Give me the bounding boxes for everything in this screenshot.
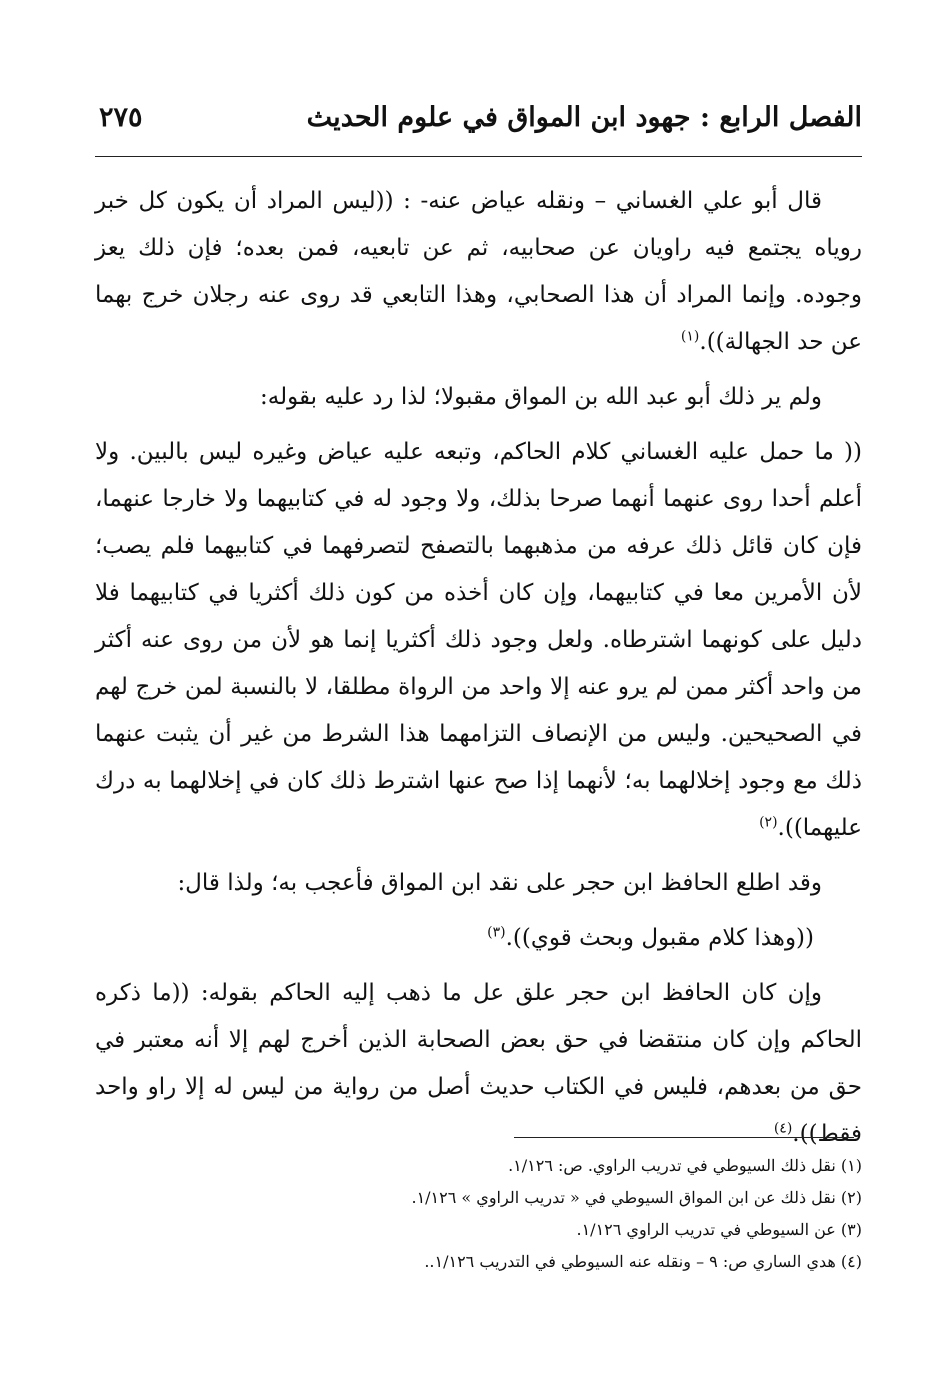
paragraph-ibn-hajar-quote (95, 915, 862, 962)
paragraph-text: وإن كان الحافظ ابن حجر علق عل ما ذهب إليه الحاكم بقوله: ((ما ذكره الحاكم وإن كان منتقضا في حق بعض الصحابة الذين أخرج لهم إلا أنه معتبر في حق من بعدهم، فليس في الكتاب حديث أصل من رواية من ليس له إلا راو واحد فقط)). (95, 980, 862, 1147)
footnote-ref: (٣) (487, 924, 506, 941)
footnote-divider (514, 1137, 854, 1138)
footnote-ref: (٤) (773, 1120, 793, 1137)
footnote-3: (٣) عن السيوطي في تدريب الراوي ١/١٢٦. (576, 1220, 862, 1239)
footnote-ref: (٢) (759, 814, 778, 831)
paragraph-text: وقد اطلع الحافظ ابن حجر على نقد ابن المواق فأعجب به؛ ولذا قال: (177, 870, 822, 896)
footnote-2: (٢) نقل ذلك عن ابن المواق السيوطي في « تدريب الراوي » ١/١٢٦. (411, 1188, 862, 1207)
footnotes (95, 1150, 862, 1278)
footnote-1: (١) نقل ذلك السيوطي في تدريب الراوي. ص: ١/١٢٦. (508, 1156, 862, 1175)
paragraph-ibn-mawwaq-intro (95, 374, 862, 421)
paragraph-text: ولم ير ذلك أبو عبد الله بن المواق مقبولا؛ لذا رد عليه بقوله: (260, 384, 822, 410)
running-title: الفصل الرابع : جهود ابن المواق في علوم الحديث (306, 102, 862, 133)
footnote-4: (٤) هدي الساري ص: ٩ – ونقله عنه السيوطي في التدريب ١/١٢٦.. (424, 1252, 862, 1271)
paragraph-text: (( ما حمل عليه الغساني كلام الحاكم، وتبعه عليه عياض وغيره ليس بالبين. ولا أعلم أحدا روى عنهما أنهما صرحا بذلك، ولا وجود له في كتابيهما ولا خارجا عنهما، فإن كان قائل ذلك عرفه من مذهبهما بالتصفح لتصرفهما في كتابيهما فلم يصب؛ لأن الأمرين معا في كتابيهما، وإن كان أخذه من كون ذلك أكثريا في كتابيهما فلا دليل على كونهما اشترطاه. ولعل وجود ذلك أكثريا إنما هو لأن من روى عنه أكثر من واحد أكثر ممن لم يرو عنه إلا واحد من الرواة مطلقا، لا بالنسبة لمن خرج لهم في الصحيحين. وليس من الإنصاف التزامهما هذا الشرط من غير أن يثبت عنهما ذلك مع وجود إخلالهما به؛ لأنهما إذا صح عنها اشترط ذلك كان في إخلالهما به درك عليهما)). (95, 439, 862, 841)
page-header (95, 96, 862, 157)
paragraph-ghassani-quote (95, 178, 862, 366)
paragraph-text: ((وهذا كلام مقبول وبحث قوي)). (505, 925, 814, 951)
paragraph-text: قال أبو علي الغساني – ونقله عياض عنه- : ((ليس المراد أن يكون كل خبر روياه يجتمع فيه راويان عن صحابيه، ثم عن تابعيه، فمن بعده؛ فإن ذلك يعز وجوده. وإنما المراد أن هذا الصحابي، وهذا التابعي قد روى عنه رجلان خرج بهما عن حد الجهالة)). (95, 188, 862, 355)
footnote-ref: (١) (680, 328, 700, 345)
paragraph-ibn-hajar-intro (95, 860, 862, 907)
paragraph-ibn-hajar-comment (95, 970, 862, 1158)
paragraph-ibn-mawwaq-quote (95, 429, 862, 852)
page-number: ٢٧٥ (99, 102, 143, 133)
body-text (95, 178, 862, 1166)
